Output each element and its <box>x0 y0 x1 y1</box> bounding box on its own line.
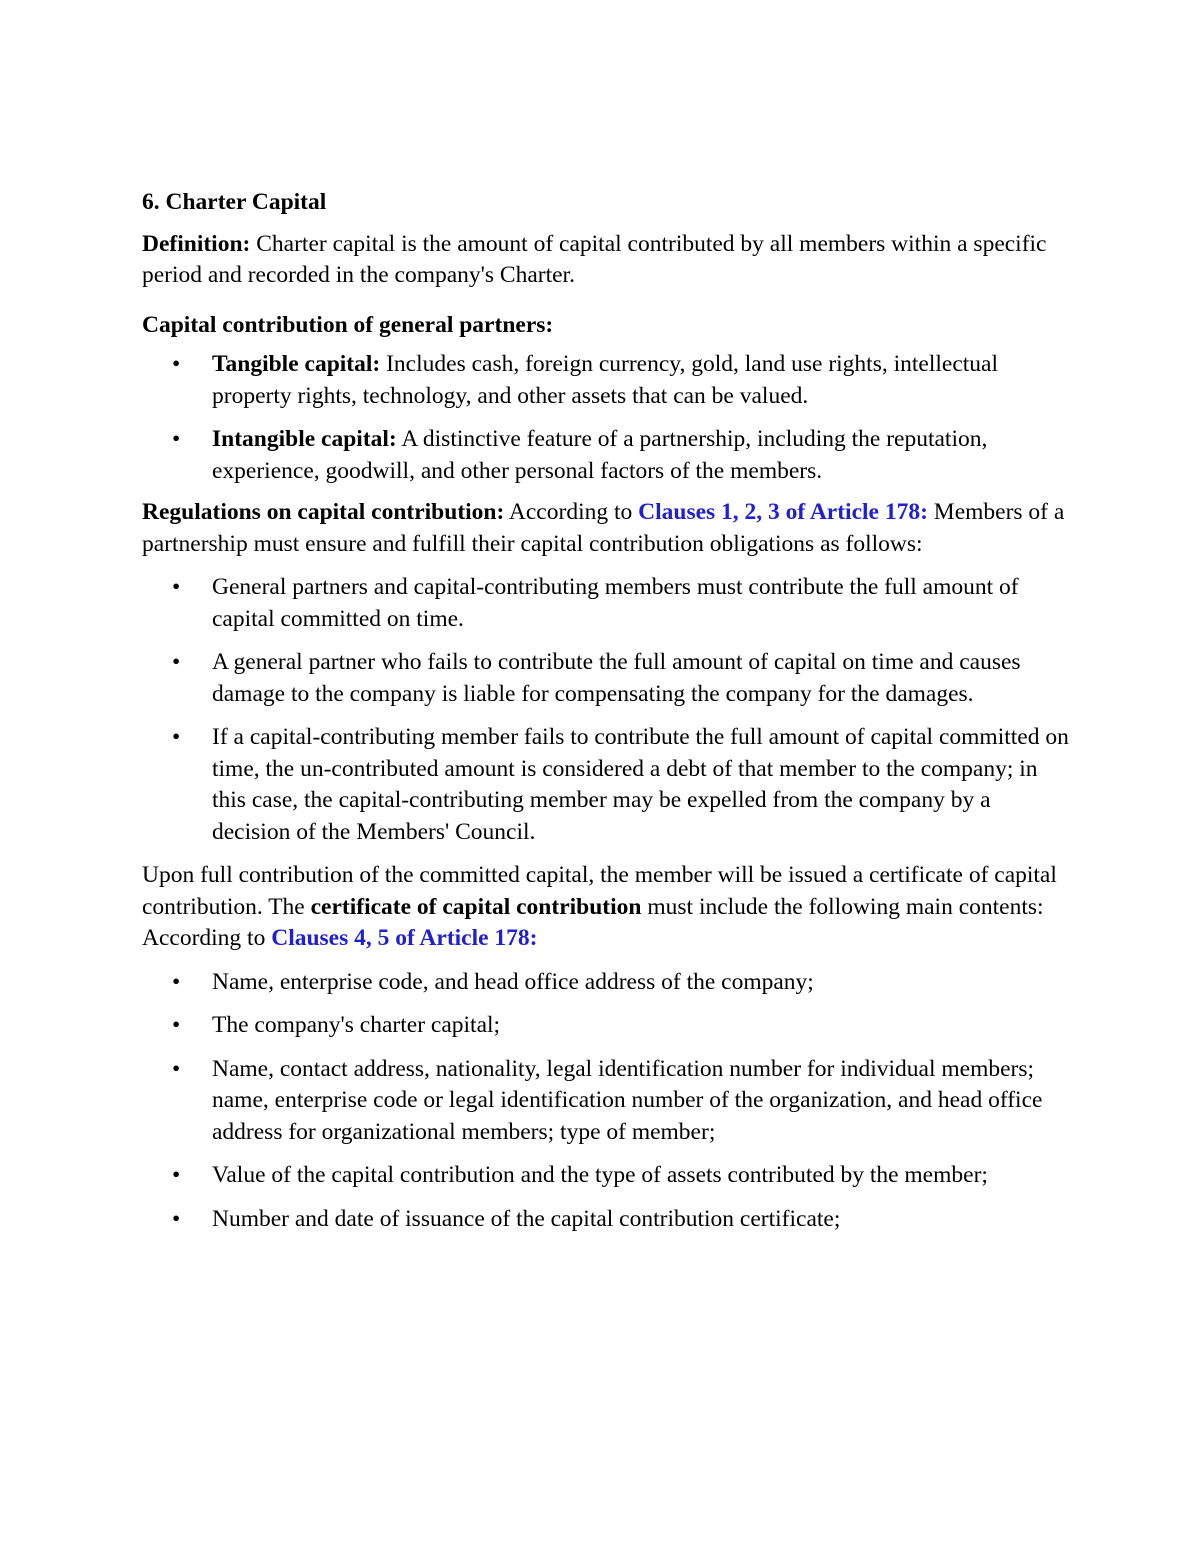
regulations-list <box>142 572 1072 848</box>
list-item: • Name, enterprise code, and head office address of the company; <box>142 967 1072 999</box>
list-item: • Tangible capital: Includes cash, foreign currency, gold, land use rights, intellectual property rights, technology, and other assets that can be valued. <box>142 349 1072 412</box>
list-item: • Intangible capital: A distinctive feature of a partnership, including the reputation, experience, goodwill, and other personal factors of the members. <box>142 424 1072 487</box>
document-page <box>142 187 1072 1235</box>
definition-text: Charter capital is the amount of capital contributed by all members within a specific period and recorded in the company's Charter. <box>142 230 1047 288</box>
definition-paragraph <box>142 229 1072 292</box>
regulations-paragraph: Regulations on capital contribution: According to Clauses 1, 2, 3 of Article 178: Members of a partnership must ensure and fulfill their capital contribution obligations as follows: <box>142 499 1065 557</box>
definition-label: Definition: <box>142 230 251 257</box>
section-title: 6. Charter Capital <box>142 189 327 215</box>
list-item: • A general partner who fails to contribute the full amount of capital on time and causes damage to the company is liable for compensating the company for the damages. <box>142 647 1072 710</box>
list-item: • If a capital-contributing member fails to contribute the full amount of capital committed on time, the un-contributed amount is considered a debt of that member to the company; in this case, the capital-contributing member may be expelled from the company by a decision of the Members' Council. <box>142 722 1072 848</box>
list-item: • Number and date of issuance of the capital contribution certificate; <box>142 1204 1072 1236</box>
certificate-contents-list <box>142 967 1072 1236</box>
list-item: • General partners and capital-contributing members must contribute the full amount of capital committed on time. <box>142 572 1072 635</box>
certificate-paragraph: Upon full contribution of the committed capital, the member will be issued a certificate of capital contribution. The certificate of capital contribution must include the following main contents: According to Clauses 4, 5 of Article 178: <box>142 862 1057 951</box>
general-partners-list <box>142 349 1072 487</box>
certificate-bold-term: certificate of capital contribution <box>310 893 642 920</box>
article-178-clauses-4-5-link[interactable]: Clauses 4, 5 of Article 178: <box>271 925 538 951</box>
general-partners-heading: Capital contribution of general partners: <box>142 311 554 338</box>
regulations-label: Regulations on capital contribution: <box>142 499 505 525</box>
list-item: • The company's charter capital; <box>142 1010 1072 1042</box>
intangible-capital-label: Intangible capital: <box>212 426 397 452</box>
list-item: • Value of the capital contribution and the type of assets contributed by the member; <box>142 1160 1072 1192</box>
article-178-clauses-1-3-link[interactable]: Clauses 1, 2, 3 of Article 178: <box>638 499 928 525</box>
tangible-capital-label: Tangible capital: <box>212 351 381 377</box>
list-item: • Name, contact address, nationality, legal identification number for individual members; name, enterprise code or legal identification number of the organization, and head office address for organizational members; type of member; <box>142 1054 1072 1149</box>
